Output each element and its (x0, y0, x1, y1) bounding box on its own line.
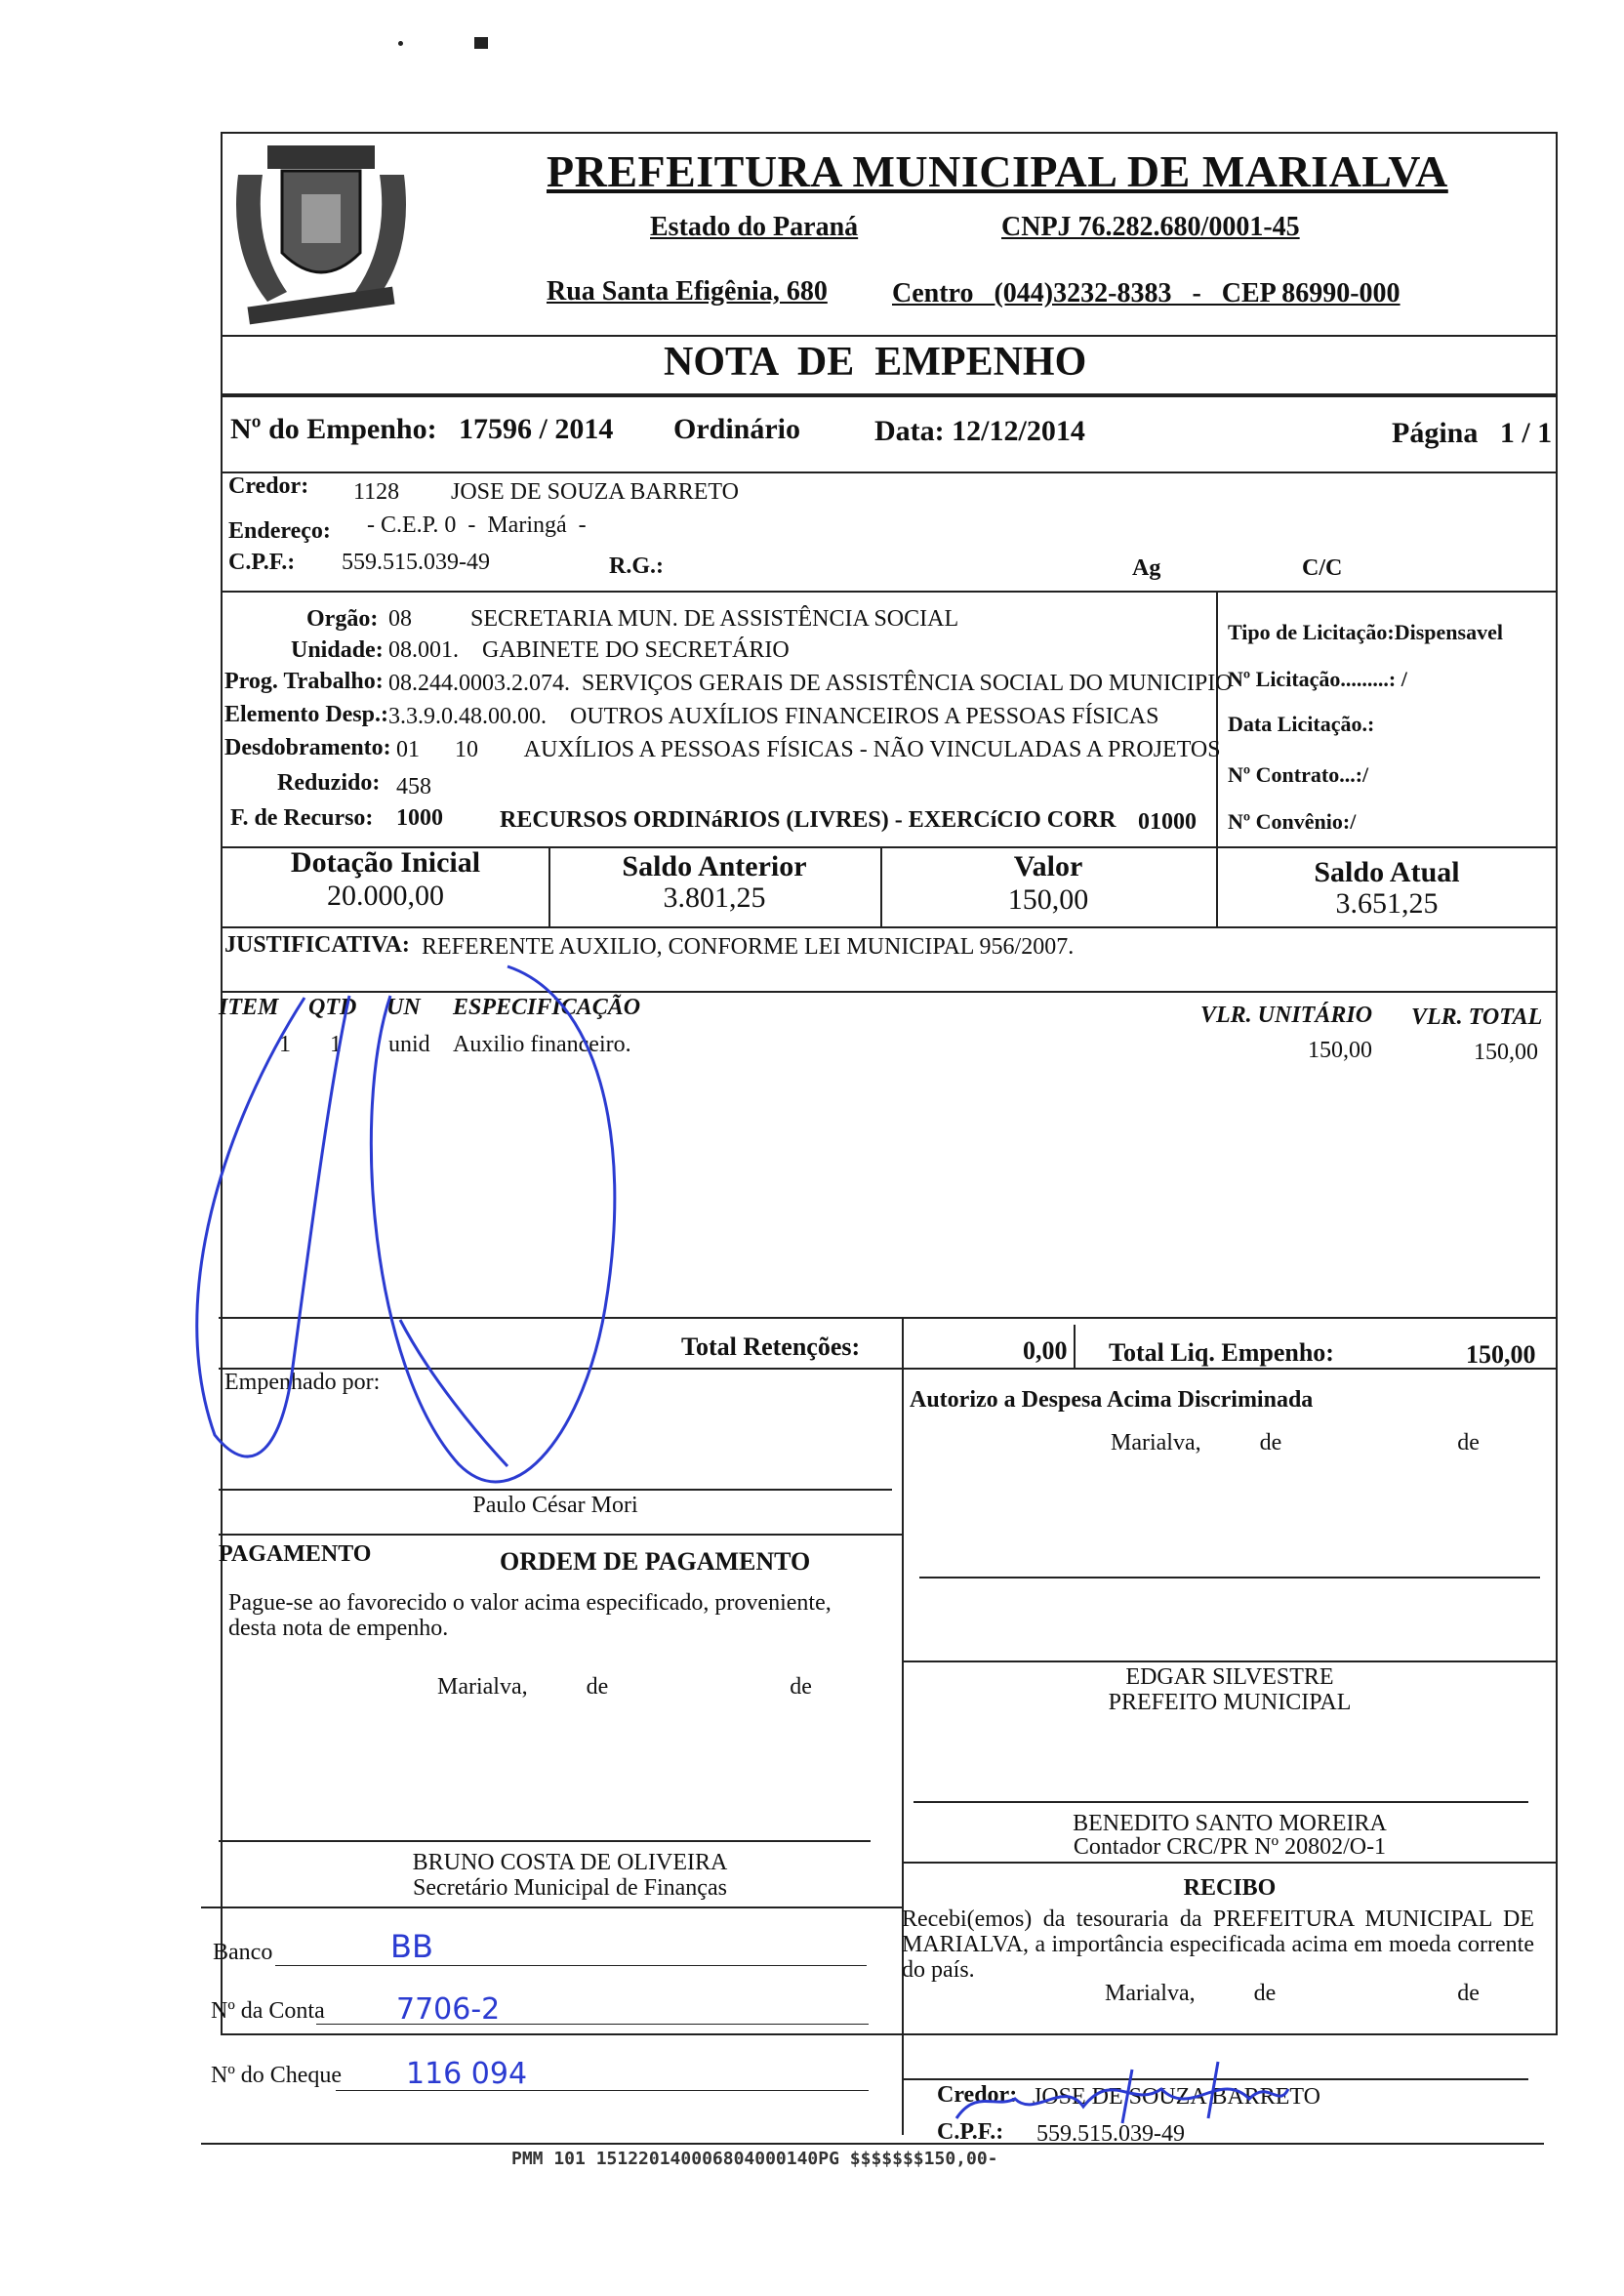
licitacao-tipo: Tipo de Licitação:Dispensavel (1228, 620, 1503, 644)
desdob-label: Desdobramento: (224, 735, 391, 760)
recibo-cpf: 559.515.039-49 (1036, 2121, 1185, 2147)
col-item: ITEM (219, 995, 279, 1020)
contador-name: BENEDITO SANTO MOREIRA (1073, 1811, 1387, 1836)
cheque-value: 116 094 (406, 2057, 528, 2091)
unidade-label: Unidade: (291, 637, 384, 663)
atual-label: Saldo Atual (1314, 856, 1460, 888)
credor-name: JOSE DE SOUZA BARRETO (451, 479, 739, 505)
header-cnpj: CNPJ 76.282.680/0001-45 (1001, 212, 1300, 242)
col-un: UN (386, 995, 421, 1020)
orgao-label: Orgão: (306, 606, 379, 632)
prefeito-role: PREFEITO MUNICIPAL (1108, 1690, 1352, 1715)
desdob-value: 01 10 AUXÍLIOS A PESSOAS FÍSICAS - NÃO VINCULADAS A PROJETOS (396, 737, 1221, 762)
banco-label: Banco (213, 1940, 273, 1965)
item-row-un: unid (388, 1032, 430, 1057)
conta-label: Nº da Conta (211, 1998, 325, 2024)
recurso-code: 1000 (396, 805, 443, 831)
dotacao-value: 20.000,00 (327, 880, 444, 912)
header-contact: Centro (044)3232-8383 - CEP 86990-000 (892, 278, 1401, 308)
reduzido-label: Reduzido: (277, 770, 381, 796)
credor-label: Credor: (228, 473, 309, 499)
address-label: Endereço: (228, 518, 331, 544)
valor-value: 150,00 (1007, 883, 1089, 916)
elemento-label: Elemento Desp.: (224, 702, 388, 727)
licitacao-numero: Nº Licitação.........: / (1228, 667, 1407, 691)
credor-code: 1128 (353, 479, 400, 505)
liquido-value: 150,00 (1466, 1340, 1536, 1369)
pagamento-label: PAGAMENTO (219, 1541, 372, 1567)
item-row-total: 150,00 (1474, 1040, 1538, 1065)
recibo-cpf-label: C.P.F.: (937, 2119, 1004, 2145)
recibo-place-date: Marialva, de de (1105, 1981, 1480, 2006)
valor-label: Valor (1013, 850, 1083, 882)
conta-value: 7706-2 (396, 1992, 501, 2027)
recurso-suffix: 01000 (1138, 809, 1197, 835)
empenhado-name: Paulo César Mori (472, 1493, 638, 1518)
credor-address: - C.E.P. 0 - Maringá - (367, 512, 587, 538)
unidade-value: 08.001. GABINETE DO SECRETÁRIO (388, 637, 790, 663)
liquido-label: Total Liq. Empenho: (1109, 1338, 1334, 1367)
anterior-value: 3.801,25 (663, 882, 766, 914)
col-total: VLR. TOTAL (1411, 1004, 1543, 1030)
credor-cpf: 559.515.039-49 (342, 550, 490, 575)
ordem-label: ORDEM DE PAGAMENTO (500, 1547, 811, 1576)
header-title: PREFEITURA MUNICIPAL DE MARIALVA (547, 146, 1448, 196)
pagamento-place-date: Marialva, de de (437, 1674, 812, 1700)
recibo-text: Recebi(emos) da tesouraria da PREFEITURA MUNICIPAL DE MARIALVA, a importância especificada acima em moeda corrente do país. (902, 1906, 1534, 1983)
retencoes-label: Total Retenções: (681, 1332, 861, 1361)
empenho-date: Data: 12/12/2014 (874, 415, 1085, 447)
orgao-value: 08 SECRETARIA MUN. DE ASSISTÊNCIA SOCIAL (388, 606, 959, 632)
recibo-credor-label: Credor: (937, 2082, 1018, 2108)
empenho-number-label: Nº do Empenho: (230, 413, 437, 445)
item-row-qtd: 1 (330, 1032, 342, 1057)
empenho-page: Página 1 / 1 (1392, 417, 1553, 449)
licitacao-contrato: Nº Contrato...:/ (1228, 762, 1369, 787)
anterior-label: Saldo Anterior (622, 850, 807, 882)
secretario-name: BRUNO COSTA DE OLIVEIRA (412, 1850, 728, 1875)
reduzido-value: 458 (396, 774, 431, 800)
item-row-item: 1 (279, 1032, 291, 1057)
recibo-title: RECIBO (1183, 1875, 1277, 1901)
autorizo-place-date: Marialva, de de (1111, 1430, 1480, 1456)
pagamento-text: Pague-se ao favorecido o valor acima especificado, proveniente, desta nota de empenho. (228, 1590, 832, 1641)
autorizo-label: Autorizo a Despesa Acima Discriminada (910, 1387, 1314, 1413)
header-address: Rua Santa Efigênia, 680 (547, 276, 828, 307)
justificativa-text: REFERENTE AUXILIO, CONFORME LEI MUNICIPAL 956/2007. (422, 934, 1075, 960)
cpf-label: C.P.F.: (228, 550, 296, 575)
empenho-number: 17596 / 2014 (459, 413, 614, 445)
rg-label: R.G.: (609, 554, 664, 579)
cheque-label: Nº do Cheque (211, 2063, 343, 2088)
recurso-value: RECURSOS ORDINáRIOS (LIVRES) - EXERCíCIO CORR (500, 807, 1116, 833)
ag-label: Ag (1132, 555, 1161, 581)
col-qtd: QTD (308, 995, 357, 1020)
item-row-unit: 150,00 (1308, 1038, 1372, 1063)
recurso-label: F. de Recurso: (230, 805, 374, 831)
atual-value: 3.651,25 (1335, 887, 1439, 920)
recibo-credor: JOSE DE SOUZA BARRETO (1033, 2084, 1320, 2110)
retencoes-value: 0,00 (1023, 1336, 1068, 1365)
doc-title: NOTA DE EMPENHO (664, 340, 1087, 385)
empenho-type: Ordinário (673, 413, 801, 445)
dotacao-label: Dotação Inicial (290, 846, 481, 879)
justificativa-label: JUSTIFICATIVA: (224, 932, 410, 958)
banco-value: BB (390, 1928, 433, 1965)
prog-value: 08.244.0003.2.074. SERVIÇOS GERAIS DE ASSISTÊNCIA SOCIAL DO MUNICIPIO (388, 671, 1233, 696)
footer-code: PMM 101 151220140006804000140PG $$$$$$$150,00- (511, 2149, 998, 2169)
prog-label: Prog. Trabalho: (224, 669, 384, 694)
prefeito-name: EDGAR SILVESTRE (1125, 1664, 1334, 1690)
cc-label: C/C (1302, 555, 1343, 581)
contador-role: Contador CRC/PR Nº 20802/O-1 (1073, 1834, 1387, 1860)
licitacao-data: Data Licitação.: (1228, 712, 1375, 736)
elemento-value: 3.3.9.0.48.00.00. OUTROS AUXÍLIOS FINANCEIROS A PESSOAS FÍSICAS (388, 704, 1159, 729)
item-row-spec: Auxilio financeiro. (453, 1032, 631, 1057)
header-state: Estado do Paraná (650, 212, 859, 242)
secretario-role: Secretário Municipal de Finanças (413, 1875, 727, 1901)
col-unit: VLR. UNITÁRIO (1200, 1003, 1373, 1028)
col-spec: ESPECIFICAÇÃO (453, 995, 641, 1020)
licitacao-convenio: Nº Convênio:/ (1228, 809, 1357, 834)
empenhado-label: Empenhado por: (224, 1370, 381, 1395)
